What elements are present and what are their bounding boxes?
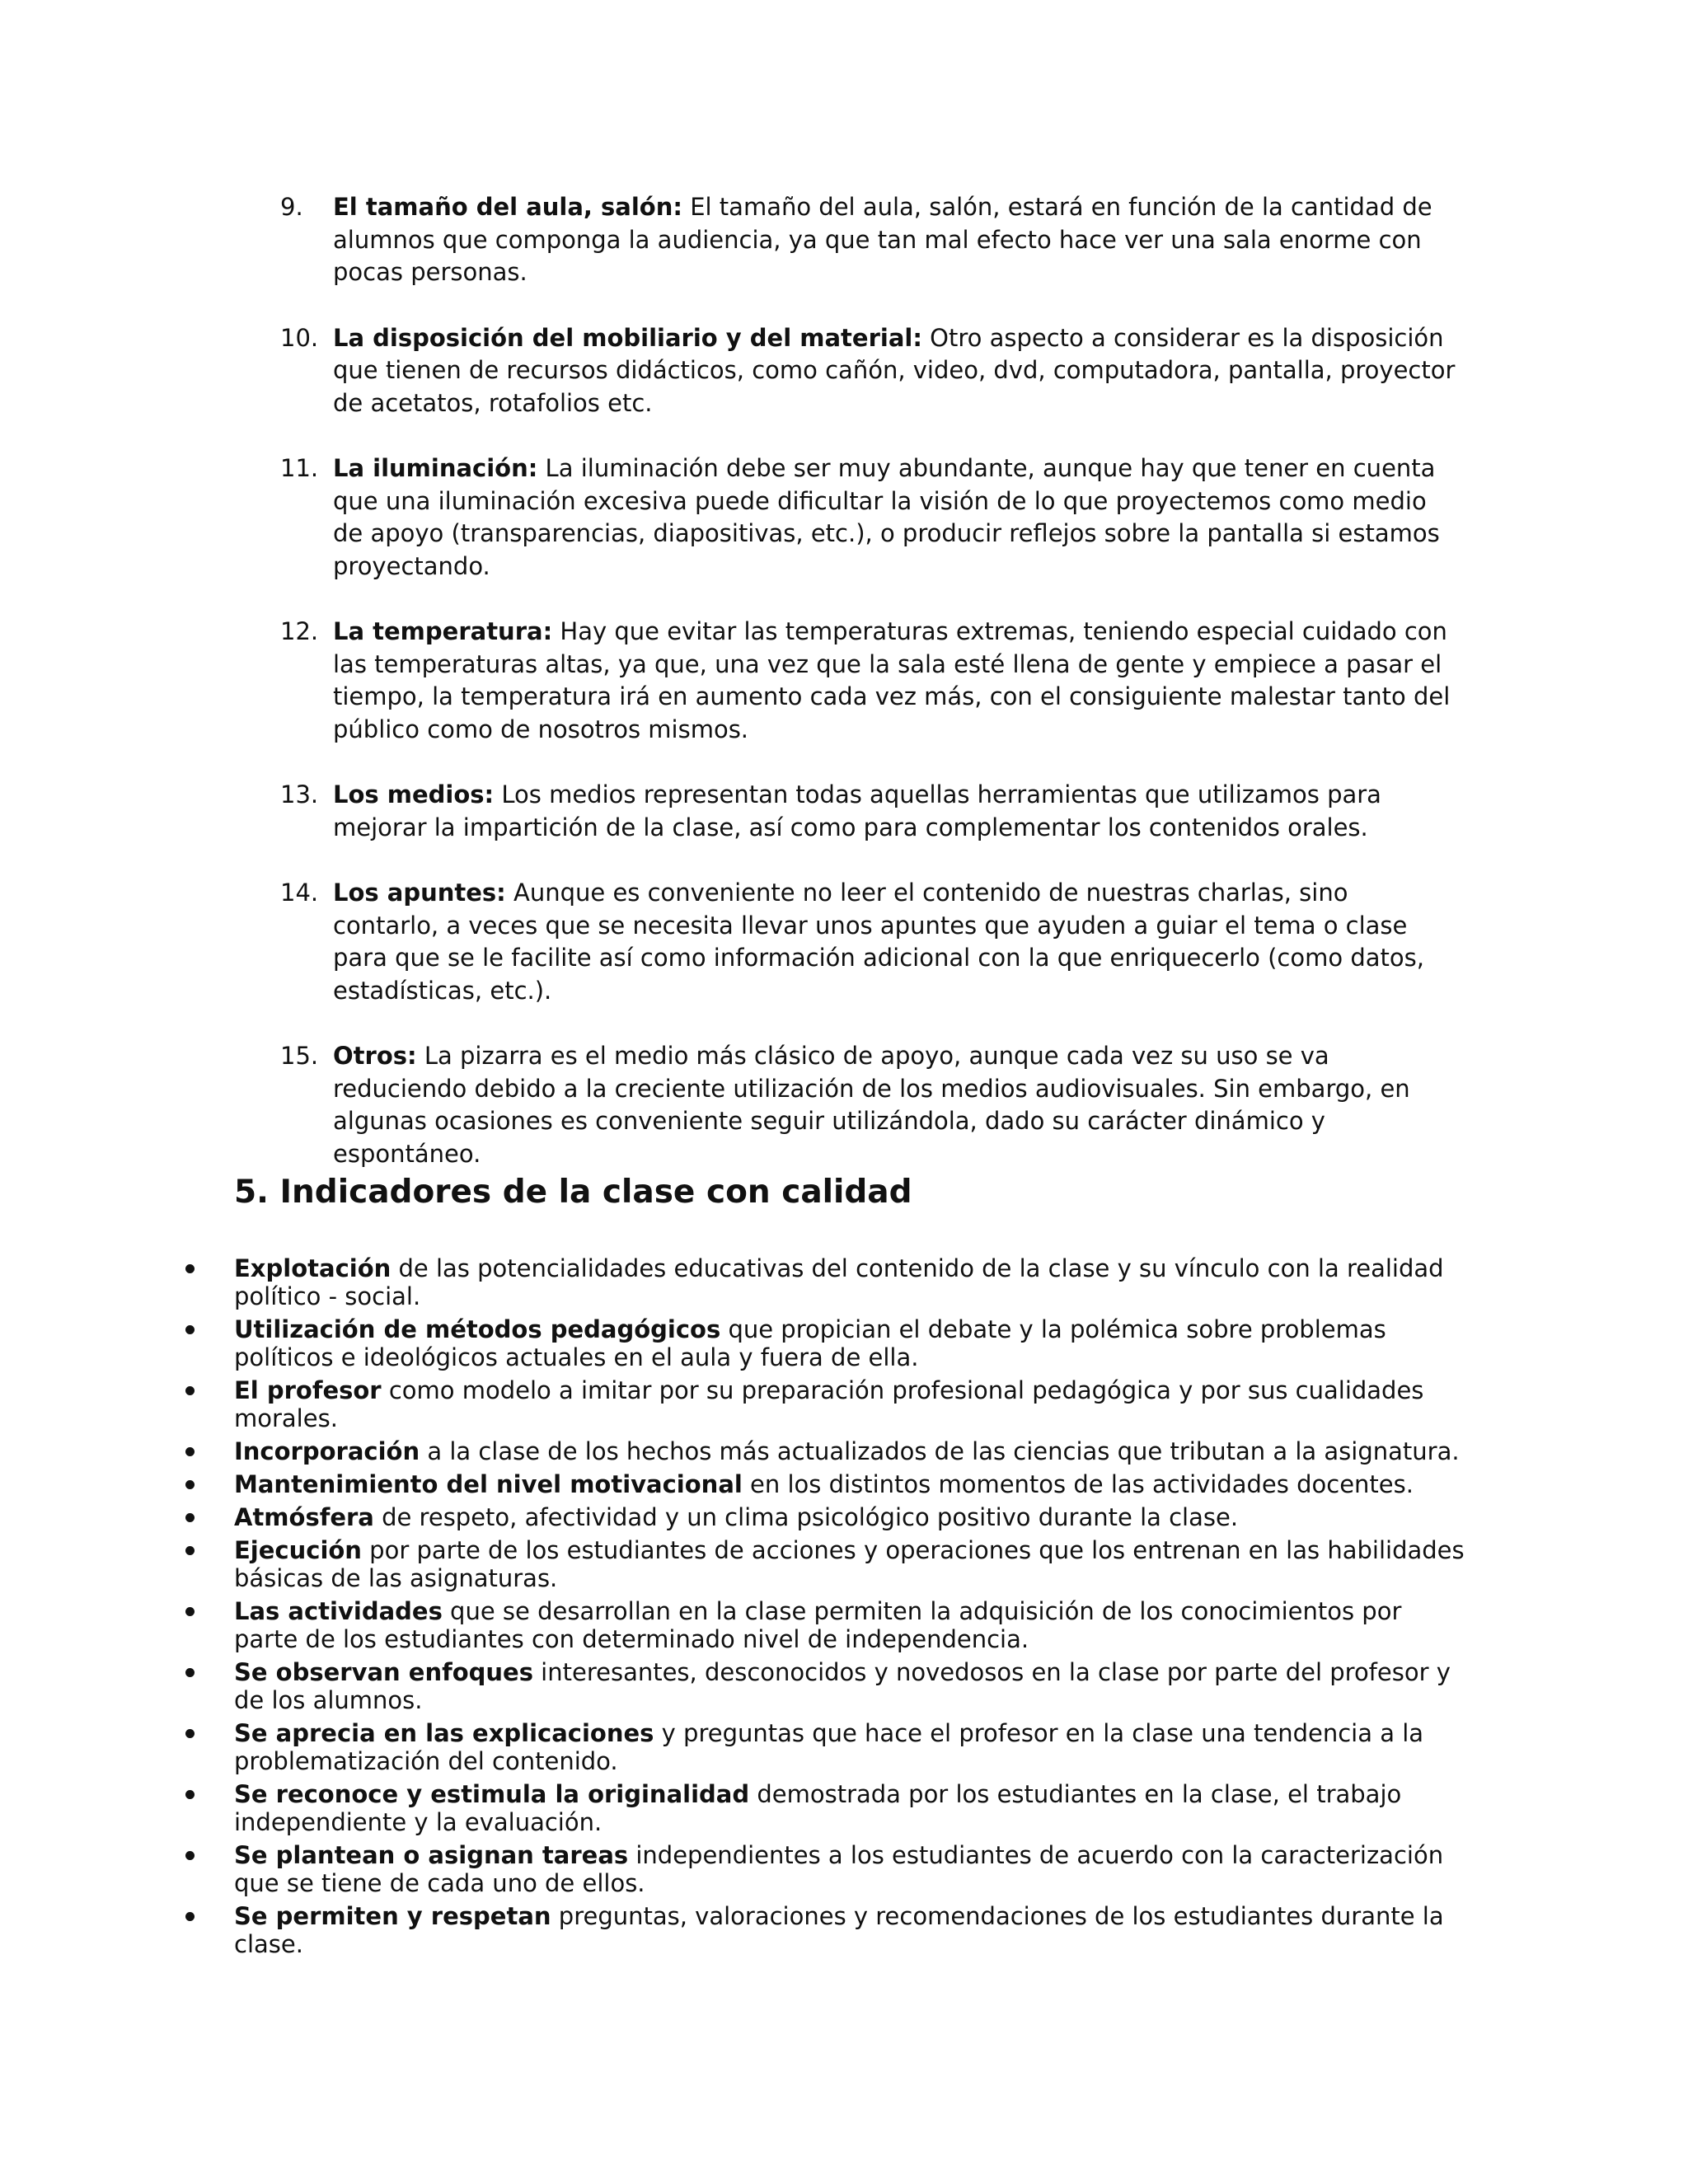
bullet-icon: [185, 1912, 195, 1921]
bullet-lead: Explotación: [234, 1254, 392, 1282]
item-text: La iluminación debe ser muy abundante, aunque hay que tener en cuenta que una iluminación excesiva puede dificultar la visión de lo que proyectemos como medio de apoyo (transparencias, diapositivas, etc.), o producir reflejos sobre la pantalla si estamos proyectando.: [333, 454, 1440, 580]
bullet-icon: [185, 1790, 195, 1799]
bullet-item: [180, 1254, 1465, 1310]
item-lead: La temperatura:: [333, 617, 553, 645]
bullet-text: en los distintos momentos de las actividades docentes.: [742, 1470, 1414, 1498]
bullet-icon: [185, 1546, 195, 1555]
bullet-lead: Se observan enfoques: [234, 1658, 533, 1686]
item-text: El tamaño del aula, salón, estará en función de la cantidad de alumnos que componga la audiencia, ya que tan mal efecto hace ver una sala enorme con pocas personas.: [333, 193, 1432, 286]
bullet-lead: Mantenimiento del nivel motivacional: [234, 1470, 743, 1498]
bullet-item: [180, 1658, 1465, 1714]
item-number: 9.: [280, 193, 303, 221]
bullet-lead: Ejecución: [234, 1536, 362, 1564]
bullet-text: y preguntas que hace el profesor en la clase una tendencia a la problematización del contenido.: [234, 1719, 1424, 1775]
bullet-lead: Se plantean o asignan tareas: [234, 1841, 629, 1869]
bullet-text: que se desarrollan en la clase permiten la adquisición de los conocimientos por parte de los estudiantes con determinado nivel de independencia.: [234, 1597, 1402, 1653]
bullet-item: [180, 1719, 1465, 1775]
numbered-item: [280, 322, 1459, 420]
bullet-text: interesantes, desconocidos y novedosos en la clase por parte del profesor y de los alumnos.: [234, 1658, 1451, 1714]
item-lead: La iluminación:: [333, 454, 538, 482]
bullet-lead: Atmósfera: [234, 1503, 374, 1531]
bullet-icon: [185, 1325, 195, 1334]
bullet-lead: El profesor: [234, 1376, 382, 1404]
bullet-item: [180, 1503, 1465, 1531]
numbered-item: [280, 1040, 1459, 1170]
bullet-item: [180, 1470, 1465, 1498]
item-number: 10.: [280, 323, 319, 352]
item-lead: La disposición del mobiliario y del material:: [333, 323, 922, 352]
bullet-text: que propician el debate y la polémica sobre problemas políticos e ideológicos actuales en el aula y fuera de ella.: [234, 1315, 1386, 1371]
bullet-lead: Se reconoce y estimula la originalidad: [234, 1780, 750, 1808]
item-text: Aunque es conveniente no leer el contenido de nuestras charlas, sino contarlo, a veces que se necesita llevar unos apuntes que ayuden a guiar el tema o clase para que se le facilite así como información adicional con la que enriquecerlo (como datos, estadísticas, etc.).: [333, 879, 1424, 1005]
bullet-text: por parte de los estudiantes de acciones y operaciones que los entrenan en las habilidades básicas de las asignaturas.: [234, 1536, 1465, 1592]
bullet-lead: Incorporación: [234, 1437, 420, 1465]
bullet-icon: [185, 1264, 195, 1273]
bullet-text: de las potencialidades educativas del contenido de la clase y su vínculo con la realidad político - social.: [234, 1254, 1444, 1310]
bullet-icon: [185, 1607, 195, 1616]
bullet-lead: Se aprecia en las explicaciones: [234, 1719, 654, 1747]
item-lead: Los apuntes:: [333, 879, 506, 907]
item-number: 12.: [280, 617, 319, 645]
bullet-icon: [185, 1480, 195, 1489]
item-number: 11.: [280, 454, 319, 482]
bullet-item: [180, 1437, 1465, 1465]
bullet-icon: [185, 1513, 195, 1522]
bullet-item: [180, 1902, 1465, 1958]
numbered-item: [280, 191, 1459, 289]
bullet-icon: [185, 1447, 195, 1456]
bullet-list: [180, 1254, 1465, 1963]
bullet-item: [180, 1376, 1465, 1432]
numbered-item: [280, 877, 1459, 1007]
item-lead: El tamaño del aula, salón:: [333, 193, 682, 221]
bullet-text: independientes a los estudiantes de acuerdo con la caracterización que se tiene de cada uno de ellos.: [234, 1841, 1444, 1897]
item-number: 13.: [280, 780, 319, 808]
section-heading: 5. Indicadores de la clase con calidad: [234, 1174, 912, 1211]
numbered-item: [280, 452, 1459, 583]
bullet-text: de respeto, afectividad y un clima psicológico positivo durante la clase.: [373, 1503, 1239, 1531]
bullet-text: preguntas, valoraciones y recomendaciones de los estudiantes durante la clase.: [234, 1902, 1444, 1958]
bullet-text: demostrada por los estudiantes en la clase, el trabajo independiente y la evaluación.: [234, 1780, 1402, 1836]
item-text: Otro aspecto a considerar es la disposición que tienen de recursos didácticos, como cañón, video, dvd, computadora, pantalla, proyector de acetatos, rotafolios etc.: [333, 323, 1456, 417]
item-number: 14.: [280, 879, 319, 907]
numbered-list: [280, 191, 1459, 1203]
item-lead: Los medios:: [333, 780, 495, 808]
numbered-item: [280, 616, 1459, 746]
bullet-lead: Las actividades: [234, 1597, 443, 1625]
item-text: Hay que evitar las temperaturas extremas, teniendo especial cuidado con las temperaturas altas, ya que, una vez que la sala esté llena de gente y empiece a pasar el tiempo, la temperatura irá en aumento cada vez más, con el consiguiente malestar tanto del público como de nosotros mismos.: [333, 617, 1451, 743]
bullet-icon: [185, 1668, 195, 1677]
bullet-text: como modelo a imitar por su preparación profesional pedagógica y por sus cualidades morales.: [234, 1376, 1424, 1432]
bullet-icon: [185, 1851, 195, 1860]
bullet-icon: [185, 1386, 195, 1395]
bullet-lead: Se permiten y respetan: [234, 1902, 551, 1930]
bullet-item: [180, 1841, 1465, 1897]
item-lead: Otros:: [333, 1042, 417, 1070]
bullet-item: [180, 1597, 1465, 1653]
item-text: La pizarra es el medio más clásico de apoyo, aunque cada vez su uso se va reduciendo debido a la creciente utilización de los medios audiovisuales. Sin embargo, en algunas ocasiones es conveniente seguir utilizándola, dado su carácter dinámico y espontáneo.: [333, 1042, 1410, 1168]
item-number: 15.: [280, 1042, 319, 1070]
bullet-icon: [185, 1729, 195, 1738]
bullet-lead: Utilización de métodos pedagógicos: [234, 1315, 721, 1343]
bullet-text: a la clase de los hechos más actualizados de las ciencias que tributan a la asignatura.: [420, 1437, 1460, 1465]
item-text: Los medios representan todas aquellas herramientas que utilizamos para mejorar la impartición de la clase, así como para complementar los contenidos orales.: [333, 780, 1381, 841]
numbered-item: [280, 779, 1459, 844]
bullet-item: [180, 1315, 1465, 1371]
bullet-item: [180, 1536, 1465, 1592]
bullet-item: [180, 1780, 1465, 1836]
